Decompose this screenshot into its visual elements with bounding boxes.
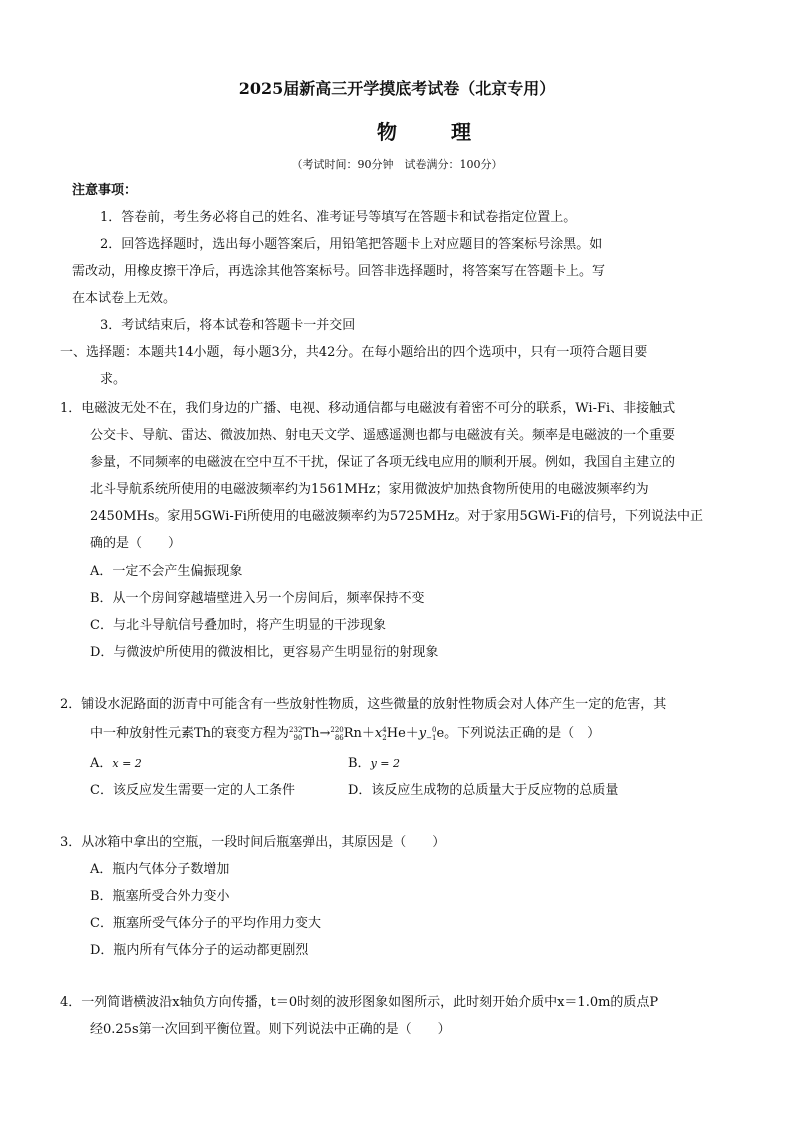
q2-option-a [90,755,142,773]
notice-item-3: 3．考试结束后，将本试卷和答题卡一并交回 [100,318,356,333]
q3-line-1: 3．从冰箱中拿出的空瓶，一段时间后瓶塞弹出，其原因是（ ） [60,835,446,850]
q3-option-d: D．瓶内所有气体分子的运动都更剧烈 [90,943,309,958]
section-1-instructions [60,344,647,362]
electron-charge-number: −1 [426,733,437,742]
q3-option-b: B．瓶塞所受合外力变小 [90,889,230,904]
rn-atomic-number: 86 [334,733,344,742]
q2-line-2-prefix: 中一种放射性元素Th的衰变方程为 [90,726,290,741]
notice-item-2-line-1: 2．回答选择题时，选出每小题答案后，用铅笔把答题卡上对应题目的答案标号涂黑。如 [100,237,603,252]
q1-option-b: B．从一个房间穿越墙壁进入另一个房间后，频率保持不变 [90,591,425,606]
notice-heading: 注意事项： [72,183,138,198]
q2-option-a-value: x = 2 [112,757,142,770]
notice-item-1: 1．答卷前，考生务必将自己的姓名、准考证号等填写在答题卡和试卷指定位置上。 [100,210,577,225]
electron-symbol: e [436,726,445,741]
section-1-label: 一、选择题： [60,345,139,360]
th-atomic-number: 90 [293,733,303,742]
q1-option-a: A．一定不会产生偏振现象 [90,564,243,579]
subject-title: 物理 [377,120,525,144]
section-1-instructions-line-2: 求。 [100,372,127,387]
q3-option-c: C．瓶塞所受气体分子的平均作用力变大 [90,916,321,931]
q1-line-6: 确的是（ ） [90,536,182,551]
th-mass-number: 232 [289,725,303,734]
q1-line-5: 2450MHs。家用5GWi-Fi所使用的电磁波频率约为5725MHz。对于家用5GWi-Fi的信号，下列说法中正 [90,509,704,524]
th-symbol: Th [302,726,320,741]
rn-nuclide-numbers [330,726,343,742]
q1-option-c: C．与北斗导航信号叠加时，将产生明显的干涉现象 [90,618,386,633]
section-1-text: 本题共14小题，每小题3分，共42分。在每小题给出的四个选项中，只有一项符合题目要 [138,345,648,360]
electron-numbers [426,726,436,742]
he-symbol: He＋ [386,726,419,741]
th-nuclide-numbers [289,726,302,742]
q2-option-b [348,755,400,773]
q2-option-c: C．该反应发生需要一定的人工条件 [90,783,295,798]
exam-info: （考试时间：90分钟 试卷满分：100分） [291,158,503,171]
q2-line-2-suffix: 。下列说法正确的是（ ） [444,726,601,741]
q2-option-a-label: A． [90,756,113,771]
rn-mass-number: 220 [330,725,344,734]
q3-option-a: A．瓶内气体分子数增加 [90,862,230,877]
q4-line-1: 4．一列简谐横波沿x轴负方向传播，t＝0时刻的波形图象如图所示，此时刻开始介质中x＝1.0m的质点P [60,995,659,1010]
q1-line-3: 参量，不同频率的电磁波在空中互不干扰，保证了各项无线电应用的顺利开展。例如，我国自主建立的 [90,455,676,470]
notice-item-2-line-3: 在本试卷上无效。 [72,291,177,306]
q1-option-d: D．与微波炉所使用的微波相比，更容易产生明显衍的射现象 [90,645,439,660]
coefficient-x: x [374,726,383,741]
q2-line-1: 2．铺设水泥路面的沥青中可能含有一些放射性物质，这些微量的放射性物质会对人体产生一定的危害，其 [60,697,667,712]
reaction-arrow: → [319,726,331,741]
electron-mass-number: 0 [431,725,437,734]
q1-line-2: 公交卡、导航、雷达、微波加热、射电天文学、遥感遥测也都与电磁波有关。频率是电磁波的一个重要 [90,428,676,443]
rn-symbol: Rn＋ [343,726,375,741]
notice-item-2-line-2: 需改动，用橡皮擦干净后，再选涂其他答案标号。回答非选择题时，将答案写在答题卡上。写 [72,264,606,279]
q2-option-b-value: y = 2 [370,757,400,770]
q1-line-1: 1．电磁波无处不在，我们身边的广播、电视、移动通信都与电磁波有着密不可分的联系，Wi-Fi、非接触式 [60,401,676,416]
q2-line-2 [90,725,600,743]
decay-equation [289,725,444,743]
q2-option-b-label: B． [348,756,371,771]
he-atomic-number: 2 [382,733,387,742]
he-mass-number: 4 [382,725,387,734]
q1-line-4: 北斗导航系统所使用的电磁波频率约为1561MHz；家用微波炉加热食物所使用的电磁波频率约为 [90,482,649,497]
exam-title: 2025届新高三开学摸底考试卷（北京专用） [238,79,556,98]
q2-option-d: D．该反应生成物的总质量大于反应物的总质量 [348,783,619,798]
q4-line-2: 经0.25s第一次回到平衡位置。则下列说法中正确的是（ ） [90,1022,451,1037]
coefficient-y: y [418,726,427,741]
